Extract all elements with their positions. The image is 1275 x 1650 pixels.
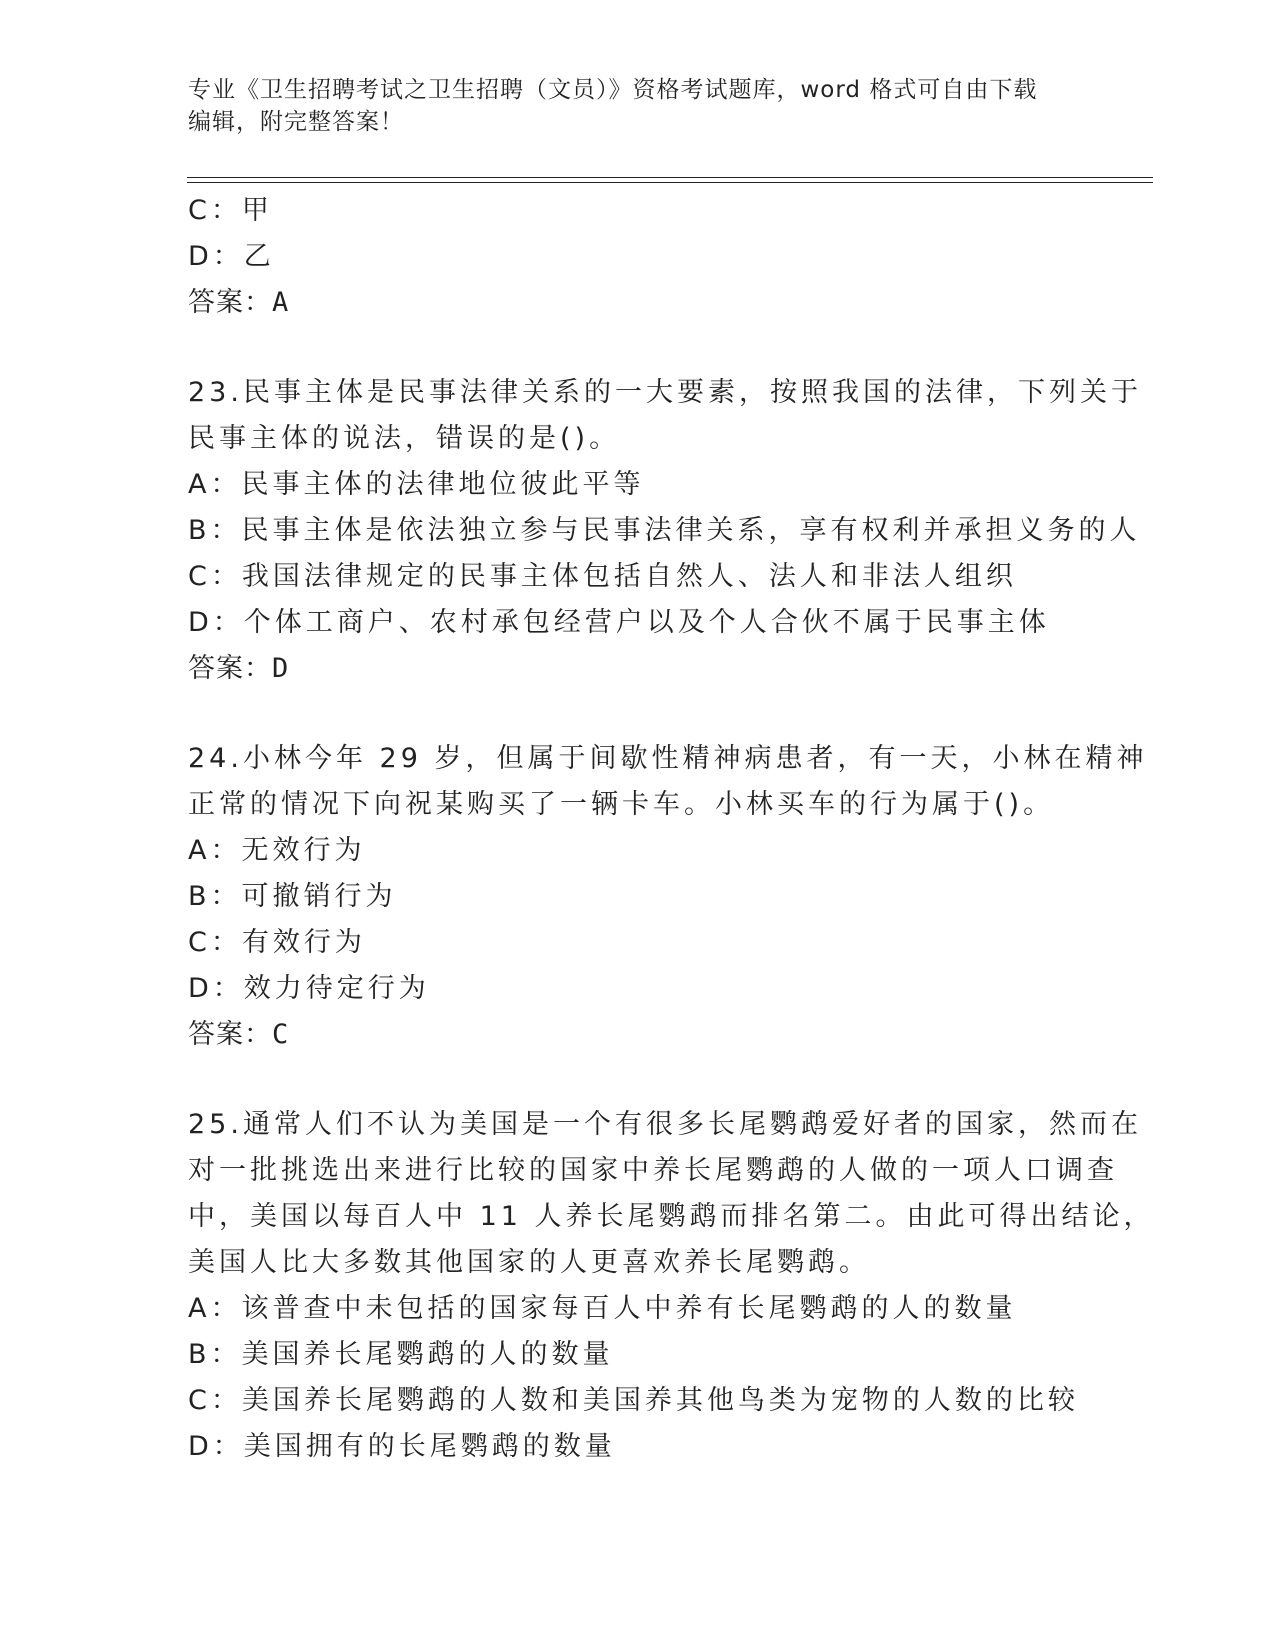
option-a: A：无效行为 (188, 835, 366, 866)
option-d: D：个体工商户、农村承包经营户以及个人合伙不属于民事主体 (188, 607, 1050, 638)
answer-value: A (272, 287, 289, 318)
option-a: A：该普查中未包括的国家每百人中养有长尾鹦鹉的人的数量 (188, 1293, 1017, 1324)
header-divider-bottom (187, 182, 1153, 183)
header-divider-top (187, 177, 1153, 178)
answer-label: 答案： (188, 653, 272, 684)
answer-value: C (272, 1019, 289, 1050)
option-a: A：民事主体的法律地位彼此平等 (188, 469, 645, 500)
option-b: B：可撤销行为 (188, 881, 397, 912)
option-c: C：美国养长尾鹦鹉的人数和美国养其他鸟类为宠物的人数的比较 (188, 1385, 1079, 1416)
header-title-line-1: 专业《卫生招聘考试之卫生招聘（文员）》资格考试题库，word 格式可自由下载 (188, 77, 1038, 103)
answer-label: 答案： (188, 287, 272, 318)
question-stem-line: 中，美国以每百人中 11 人养长尾鹦鹉而排名第二。由此可得出结论， (188, 1201, 1155, 1232)
document-body (188, 188, 1155, 1470)
header-title-line-2: 编辑，附完整答案！ (188, 109, 404, 135)
page-header (188, 74, 1068, 138)
question-stem-line: 25.通常人们不认为美国是一个有很多长尾鹦鹉爱好者的国家，然而在 (188, 1109, 1142, 1140)
question-stem-line: 美国人比大多数其他国家的人更喜欢养长尾鹦鹉。 (188, 1247, 870, 1278)
question-stem-line: 民事主体的说法，错误的是()。 (188, 423, 621, 454)
question-stem-line: 对一批挑选出来进行比较的国家中养长尾鹦鹉的人做的一项人口调查 (188, 1155, 1118, 1186)
option-c: C：有效行为 (188, 927, 366, 958)
option-d: D：乙 (188, 241, 275, 272)
answer-line (188, 1012, 1088, 1058)
option-d: D：效力待定行为 (188, 973, 430, 1004)
option-c: C：甲 (188, 195, 273, 226)
option-d: D：美国拥有的长尾鹦鹉的数量 (188, 1431, 616, 1462)
question-24 (188, 736, 1148, 1058)
question-stem-line: 正常的情况下向祝某购买了一辆卡车。小林买车的行为属于()。 (188, 789, 1055, 820)
option-b: B：美国养长尾鹦鹉的人的数量 (188, 1339, 614, 1370)
question-stem-line: 23.民事主体是民事法律关系的一大要素，按照我国的法律，下列关于 (188, 377, 1142, 408)
option-c: C：我国法律规定的民事主体包括自然人、法人和非法人组织 (188, 561, 1017, 592)
answer-value: D (272, 653, 289, 684)
answer-line (188, 280, 1088, 326)
option-b: B：民事主体是依法独立参与民事法律关系，享有权利并承担义务的人 (188, 515, 1141, 546)
question-stem-line: 24.小林今年 29 岁，但属于间歇性精神病患者，有一天，小林在精神 (188, 743, 1148, 774)
question-25 (188, 1102, 1155, 1470)
question-23 (188, 370, 1142, 692)
previous-question-tail (188, 188, 1088, 326)
answer-line (188, 646, 1088, 692)
answer-label: 答案： (188, 1019, 272, 1050)
